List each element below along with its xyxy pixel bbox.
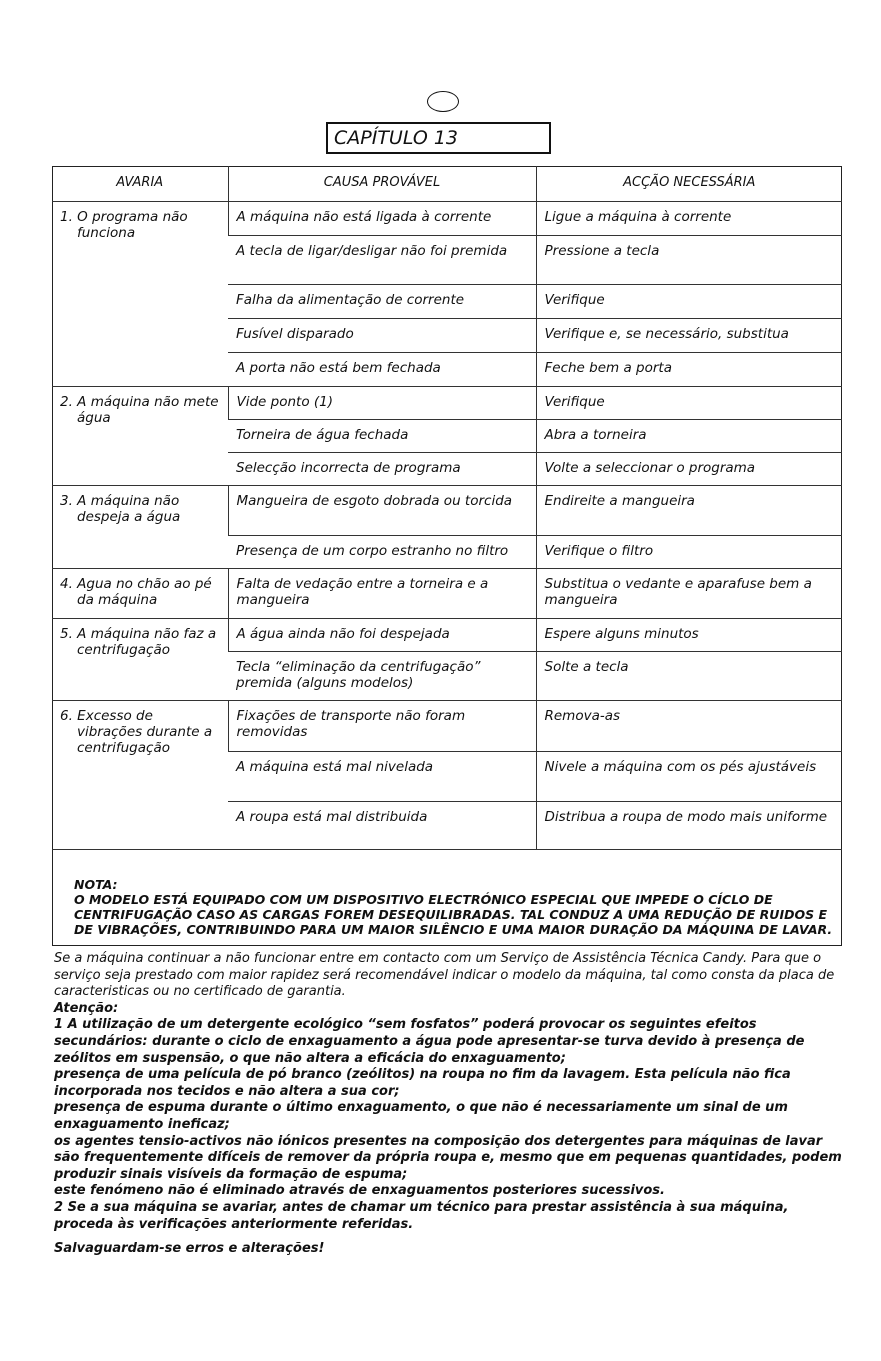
- cause-cell: A máquina está mal nivelada: [228, 751, 536, 801]
- fault-cell: [52, 386, 228, 485]
- action-cell: Nivele a máquina com os pés ajustáveis: [536, 751, 842, 801]
- table-row: [52, 485, 842, 535]
- action-cell: Solte a tecla: [536, 651, 842, 700]
- paragraph: Se a máquina continuar a não funcionar entre em contacto com um Serviço de Assistência Técnica Candy. Para que o serviço seja prestado com maior rapidez será recomendável indicar o modelo da máquina, tal como consta da placa de caracteristicas ou no certificado de garantia.: [54, 951, 835, 1000]
- cause-cell: A máquina não está ligada à corrente: [228, 201, 536, 235]
- header-fault: AVARIA: [116, 175, 164, 191]
- fault-cell: [52, 568, 228, 618]
- header-cause: CAUSA PROVÁVEL: [228, 166, 536, 201]
- service-and-warnings-text: [54, 951, 844, 1258]
- cause-cell: Selecção incorrecta de programa: [228, 452, 536, 485]
- cause-cell: Vide ponto (1): [228, 386, 536, 419]
- action-cell: Verifique e, se necessário, substitua: [536, 318, 842, 352]
- note-block: [74, 877, 834, 937]
- fault-label: 6. Excesso de vibrações durante a centrifugação: [60, 707, 213, 756]
- chapter-title: CAPÍTULO 13: [326, 122, 551, 154]
- fault-cell: [52, 201, 228, 386]
- attention-heading: Atenção:: [54, 1000, 119, 1016]
- paragraph: 1 A utilização de um detergente ecológico “sem fosfatos” poderá provocar os seguintes efeitos secundários: durante o ciclo de enxaguamento a água pode apresentar-se turva devido à presença de zeólitos em suspensão, o que não altera a eficácia do enxaguamento;: [54, 1017, 805, 1066]
- language-flag-oval: [427, 91, 459, 112]
- note-text: O MODELO ESTÁ EQUIPADO COM UM DISPOSITIVO ELECTRÓNICO ESPECIAL QUE IMPEDE O CÍCLO DE CENTRIFUGAÇÃO CASO AS CARGAS FOREM DESEQUILIBRADAS. TAL CONDUZ A UMA REDUÇÃO DE RUIDOS E DE VIBRAÇÕES, CONTRIBUINDO PARA UM MAIOR SILÊNCIO E UMA MAIOR DURAÇÃO DA MÁQUINA DE LAVAR.: [74, 892, 833, 937]
- cause-cell: Fusível disparado: [228, 318, 536, 352]
- paragraph: este fenómeno não é eliminado através de enxaguamentos posteriores sucessivos.: [54, 1183, 665, 1199]
- action-cell: Feche bem a porta: [536, 352, 842, 386]
- action-cell: Endireite a mangueira: [536, 485, 842, 535]
- cause-cell: Fixações de transporte não foram removidas: [228, 700, 536, 751]
- action-cell: Abra a torneira: [536, 419, 842, 452]
- action-cell: Distribua a roupa de modo mais uniforme: [536, 801, 842, 849]
- cause-cell: A tecla de ligar/desligar não foi premida: [228, 235, 536, 284]
- cause-cell: Tecla “eliminação da centrifugação” premida (alguns modelos): [228, 651, 536, 700]
- table-row: [52, 386, 842, 419]
- fault-cell: [52, 485, 228, 568]
- action-cell: Ligue a máquina à corrente: [536, 201, 842, 235]
- fault-label: 5. A máquina não faz a centrifugação: [60, 625, 217, 658]
- fault-label: 4. Agua no chão ao pé da máquina: [60, 575, 212, 608]
- action-cell: Remova-as: [536, 700, 842, 751]
- table-row: [52, 618, 842, 651]
- disclaimer: Salvaguardam-se erros e alterações!: [54, 1241, 325, 1257]
- cause-cell: Mangueira de esgoto dobrada ou torcida: [228, 485, 536, 535]
- note-label: NOTA:: [74, 877, 118, 892]
- cause-cell: Presença de um corpo estranho no filtro: [228, 535, 536, 568]
- cause-cell: A porta não está bem fechada: [228, 352, 536, 386]
- action-cell: Substitua o vedante e aparafuse bem a mangueira: [536, 568, 842, 618]
- fault-label: 3. A máquina não despeja a água: [60, 492, 181, 525]
- paragraph: presença de uma película de pó branco (zeólitos) na roupa no fim da lavagem. Esta película não fica incorporada nos tecidos e não altera a sua cor;: [54, 1067, 791, 1099]
- paragraph: os agentes tensio-activos não iónicos presentes na composição dos detergentes para máquinas de lavar são frequentemente difíceis de remover da própria roupa e, mesmo que em pequenas quantidades, podem produzir sinais visíveis da formação de espuma;: [54, 1133, 842, 1182]
- cause-cell: Falta de vedação entre a torneira e a mangueira: [228, 568, 536, 618]
- fault-cell: [52, 618, 228, 700]
- action-cell: Verifique: [536, 284, 842, 318]
- action-cell: Pressione a tecla: [536, 235, 842, 284]
- header-action: ACÇÃO NECESSÁRIA: [536, 166, 842, 201]
- cause-cell: A água ainda não foi despejada: [228, 618, 536, 651]
- action-cell: Verifique o filtro: [536, 535, 842, 568]
- action-cell: Volte a seleccionar o programa: [536, 452, 842, 485]
- fault-label: 2. A máquina não mete água: [60, 393, 219, 426]
- table-row: [52, 700, 842, 751]
- fault-cell: [52, 700, 228, 849]
- table-row: [52, 201, 842, 235]
- cause-cell: Torneira de água fechada: [228, 419, 536, 452]
- table-row: [52, 568, 842, 618]
- troubleshooting-table: [52, 166, 842, 850]
- cause-cell: Falha da alimentação de corrente: [228, 284, 536, 318]
- action-cell: Espere alguns minutos: [536, 618, 842, 651]
- paragraph: presença de espuma durante o último enxaguamento, o que não é necessariamente um sinal de um enxaguamento ineficaz;: [54, 1100, 788, 1132]
- fault-label: 1. O programa não funciona: [60, 208, 188, 241]
- cause-cell: A roupa está mal distribuida: [228, 801, 536, 849]
- table-header-row: [52, 166, 842, 201]
- paragraph: 2 Se a sua máquina se avariar, antes de chamar um técnico para prestar assistência à sua máquina, proceda às verificações anteriormente referidas.: [54, 1199, 789, 1232]
- action-cell: Verifique: [536, 386, 842, 419]
